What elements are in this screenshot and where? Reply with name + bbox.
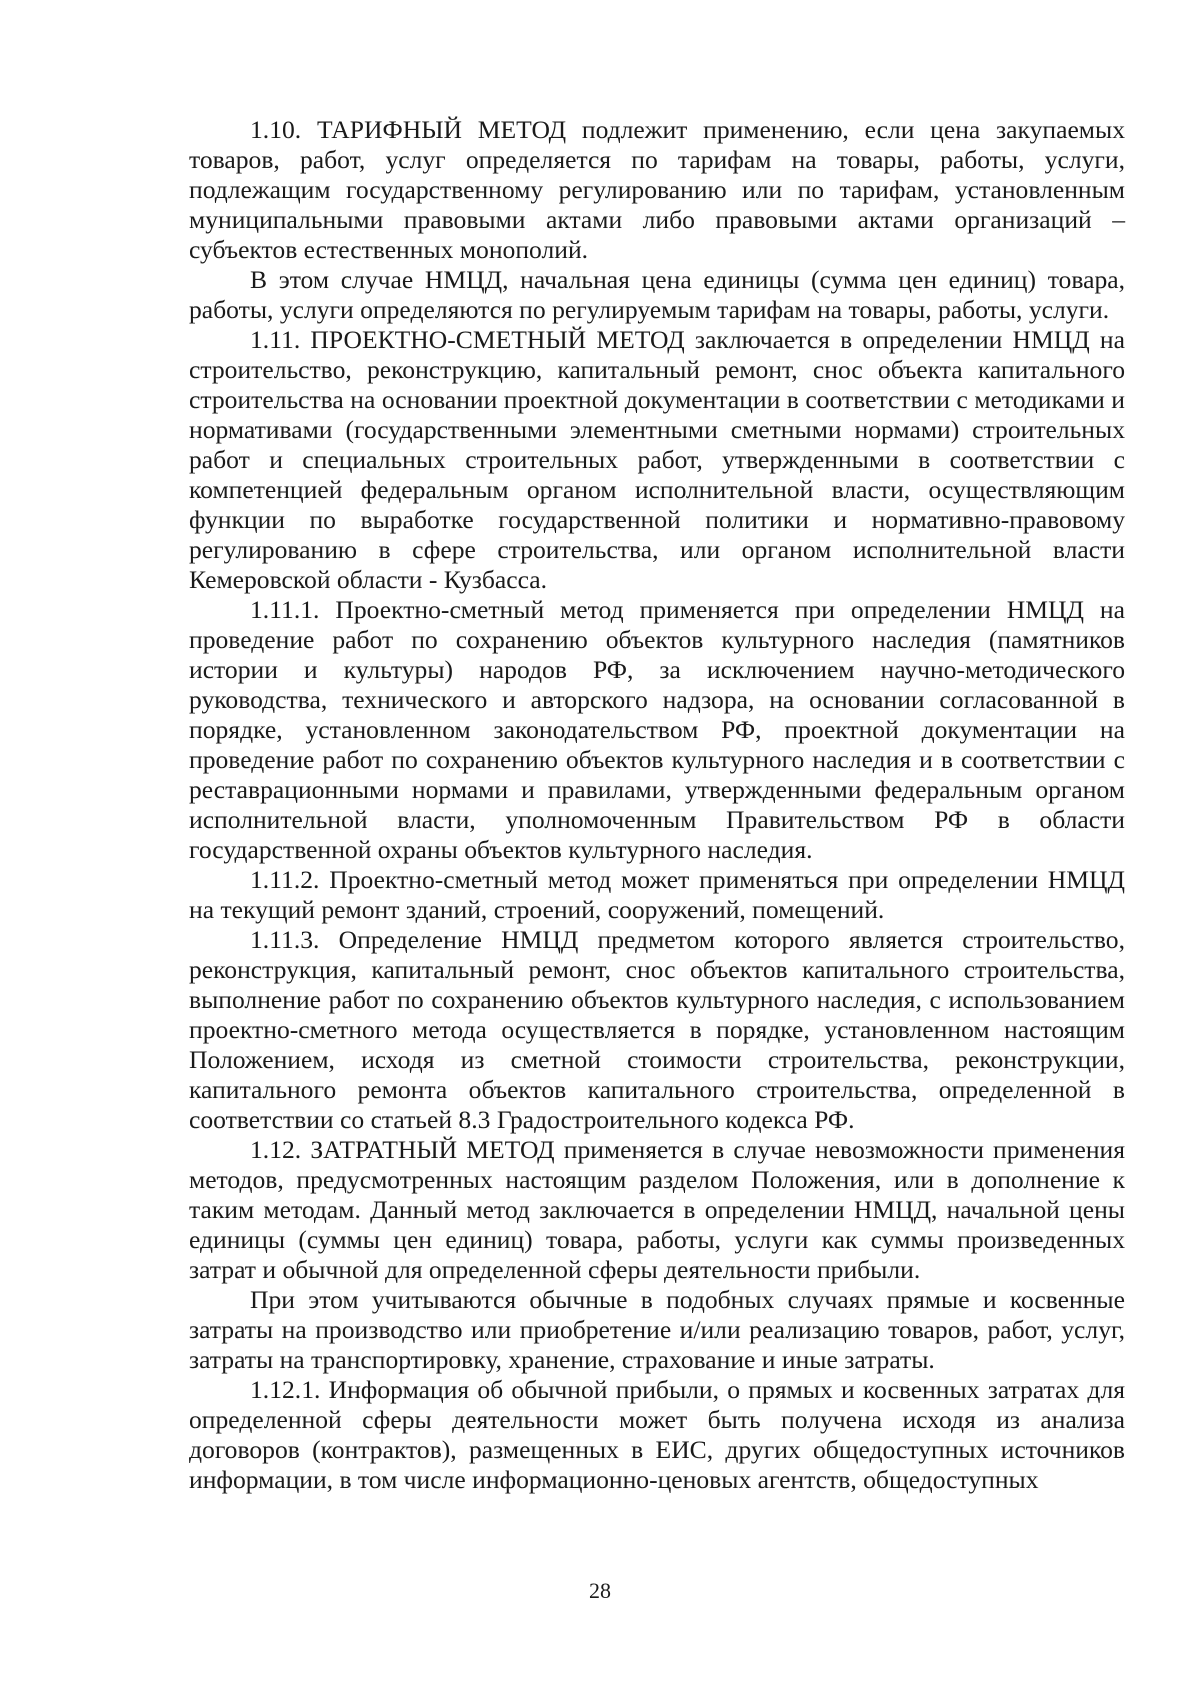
document-body — [189, 115, 1125, 1495]
paragraph-cost-accounting: При этом учитываются обычные в подобных случаях прямые и косвенные затраты на производство или приобретение и/или реализацию товаров, работ, услуг, затраты на транспортировку, хранение, страхование и иные затраты. — [189, 1285, 1125, 1374]
paragraph-1-10-tariff-method: 1.10. ТАРИФНЫЙ МЕТОД подлежит применению, если цена закупаемых товаров, работ, услуг определяется по тарифам на товары, работы, услуги, подлежащим государственному регулированию или по тарифам, установленным муниципальными правовыми актами либо правовыми актами организаций – субъектов естественных монополий. — [189, 115, 1125, 264]
paragraph-tariff-nmcd: В этом случае НМЦД, начальная цена единицы (сумма цен единиц) товара, работы, услуги определяются по регулируемым тарифам на товары, работы, услуги. — [189, 265, 1125, 324]
paragraph-1-11-3: 1.11.3. Определение НМЦД предметом которого является строительство, реконструкция, капитальный ремонт, снос объектов капитального строительства, выполнение работ по сохранению объектов культурного наследия, с использованием проектно-сметного метода осуществляется в порядке, установленном настоящим Положением, исходя из сметной стоимости строительства, реконструкции, капитального ремонта объектов капитального строительства, определенной в соответствии со статьей 8.3 Градостроительного кодекса РФ. — [189, 925, 1125, 1134]
paragraph-1-11-1: 1.11.1. Проектно-сметный метод применяется при определении НМЦД на проведение работ по сохранению объектов культурного наследия (памятников истории и культуры) народов РФ, за исключением научно-методического руководства, технического и авторского надзора, на основании согласованной в порядке, установленном законодательством РФ, проектной документации на проведение работ по сохранению объектов культурного наследия и в соответствии с реставрационными нормами и правилами, утвержденными федеральным органом исполнительной власти, уполномоченным Правительством РФ в области государственной охраны объектов культурного наследия. — [189, 595, 1125, 864]
paragraph-1-12-cost-method: 1.12. ЗАТРАТНЫЙ МЕТОД применяется в случае невозможности применения методов, предусмотренных настоящим разделом Положения, или в дополнение к таким методам. Данный метод заключается в определении НМЦД, начальной цены единицы (суммы цен единиц) товара, работы, услуги как суммы произведенных затрат и обычной для определенной сферы деятельности прибыли. — [189, 1135, 1125, 1284]
paragraph-1-12-1: 1.12.1. Информация об обычной прибыли, о прямых и косвенных затратах для определенной сферы деятельности может быть получена исходя из анализа договоров (контрактов), размещенных в ЕИС, других общедоступных источников информации, в том числе информационно-ценовых агентств, общедоступных — [189, 1375, 1125, 1494]
paragraph-1-11-design-estimate-method: 1.11. ПРОЕКТНО-СМЕТНЫЙ МЕТОД заключается в определении НМЦД на строительство, реконструкцию, капитальный ремонт, снос объекта капитального строительства на основании проектной документации в соответствии с методиками и нормативами (государственными элементными сметными нормами) строительных работ и специальных строительных работ, утвержденными в соответствии с компетенцией федеральным органом исполнительной власти, осуществляющим функции по выработке государственной политики и нормативно-правовому регулированию в сфере строительства, или органом исполнительной власти Кемеровской области - Кузбасса. — [189, 325, 1125, 594]
paragraph-1-11-2: 1.11.2. Проектно-сметный метод может применяться при определении НМЦД на текущий ремонт зданий, строений, сооружений, помещений. — [189, 865, 1125, 924]
page-number: 28 — [589, 1578, 611, 1603]
